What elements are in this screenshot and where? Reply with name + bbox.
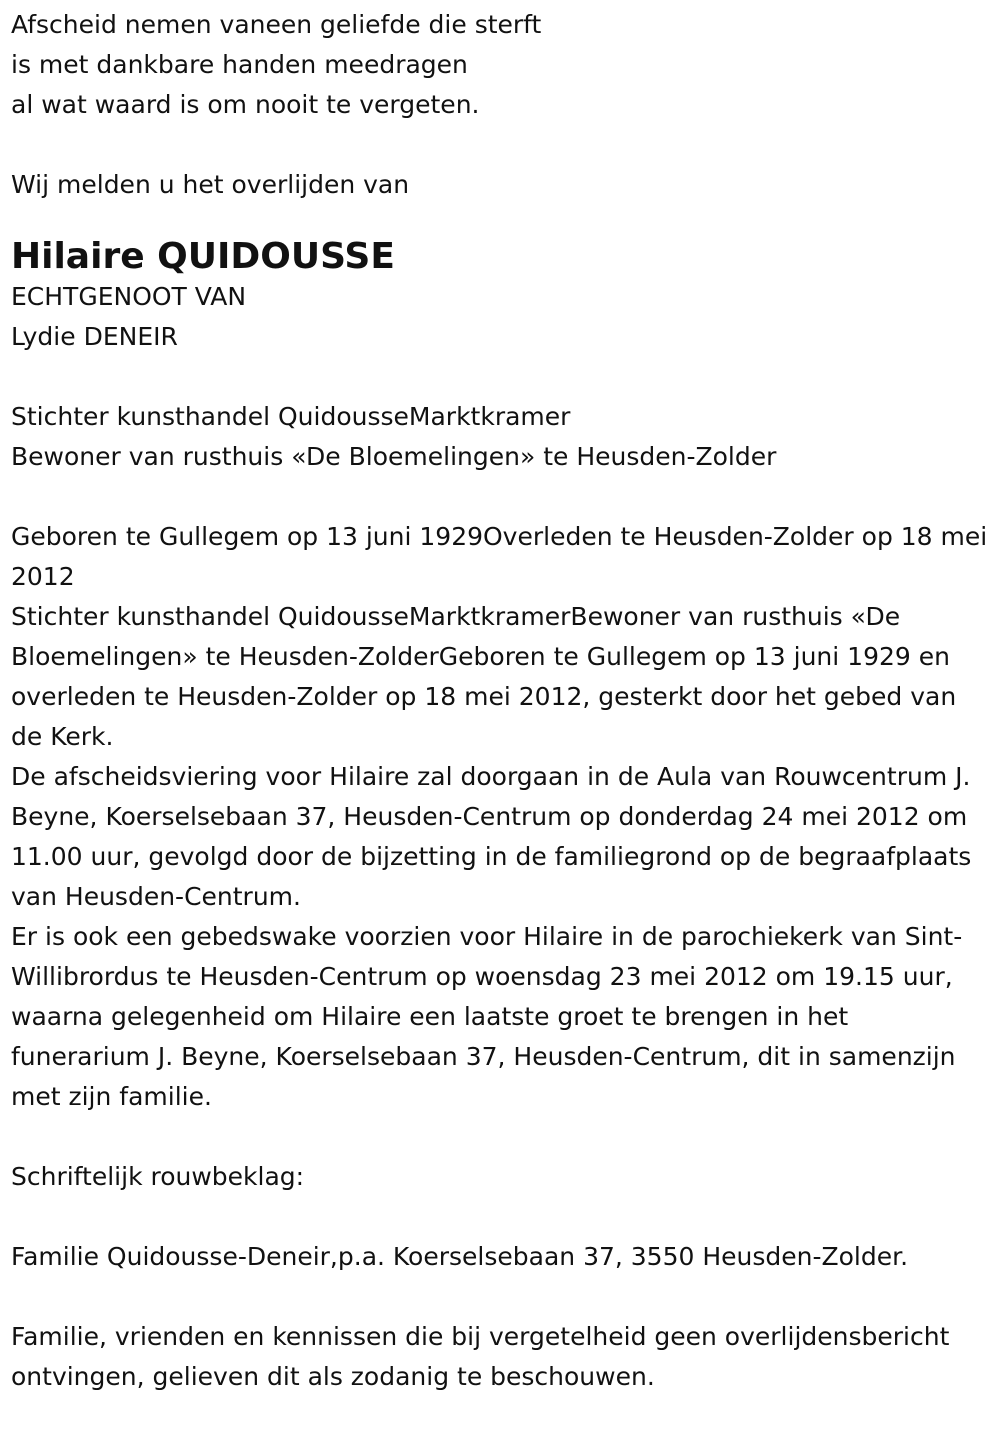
- ceremony-text: De afscheidsviering voor Hilaire zal doorgaan in de Aula van Rouwcentrum J. Beyne, Koerselsebaan 37, Heusden-Centrum op donderdag 24 mei 2012 om 11.00 uur, gevolgd door de bijzetting in de familiegrond op de begraafplaats van Heusden-Centrum.: [11, 762, 972, 911]
- spacer: [11, 357, 990, 397]
- vigil-text: Er is ook een gebedswake voorzien voor Hilaire in de parochiekerk van Sint-Willibrordus te Heusden-Centrum op woensdag 23 mei 2012 om 19.15 uur, waarna gelegenheid om Hilaire een laatste groet te brengen in het funerarium J. Beyne, Koerselsebaan 37, Heusden-Centrum, dit in samenzijn met zijn familie.: [11, 922, 963, 1111]
- spacer: [11, 205, 990, 229]
- deceased-name: Hilaire QUIDOUSSE: [11, 236, 395, 277]
- spacer: [11, 125, 990, 165]
- spacer: [11, 1277, 990, 1317]
- condolence-label: Schriftelijk rouwbeklag:: [11, 1162, 305, 1191]
- relation-label: ECHTGENOOT VAN: [11, 282, 247, 311]
- occupation-line-1: Stichter kunsthandel QuidousseMarktkramer: [11, 402, 571, 431]
- spacer: [11, 477, 990, 517]
- closing-text: Familie, vrienden en kennissen die bij vergetelheid geen overlijdensbericht ontvingen, gelieven dit als zodanig te beschouwen.: [11, 1322, 950, 1391]
- poem-line-3: al wat waard is om nooit te vergeten.: [11, 90, 480, 119]
- birth-death-text: Geboren te Gullegem op 13 juni 1929Overleden te Heusden-Zolder op 18 mei 2012: [11, 522, 988, 591]
- spacer: [11, 1117, 990, 1157]
- announcement-text: Wij melden u het overlijden van: [11, 170, 410, 199]
- poem-line-2: is met dankbare handen meedragen: [11, 50, 468, 79]
- summary-text: Stichter kunsthandel QuidousseMarktkramerBewoner van rusthuis «De Bloemelingen» te Heusden-ZolderGeboren te Gullegem op 13 juni 1929 en overleden te Heusden-Zolder op 18 mei 2012, gesterkt door het gebed van de Kerk.: [11, 602, 957, 751]
- occupation-line-2: Bewoner van rusthuis «De Bloemelingen» te Heusden-Zolder: [11, 442, 777, 471]
- spouse-name: Lydie DENEIR: [11, 322, 178, 351]
- condolence-address: Familie Quidousse-Deneir,p.a. Koerselsebaan 37, 3550 Heusden-Zolder.: [11, 1242, 909, 1271]
- spacer: [11, 1197, 990, 1237]
- poem-line-1: Afscheid nemen vaneen geliefde die sterft: [11, 10, 542, 39]
